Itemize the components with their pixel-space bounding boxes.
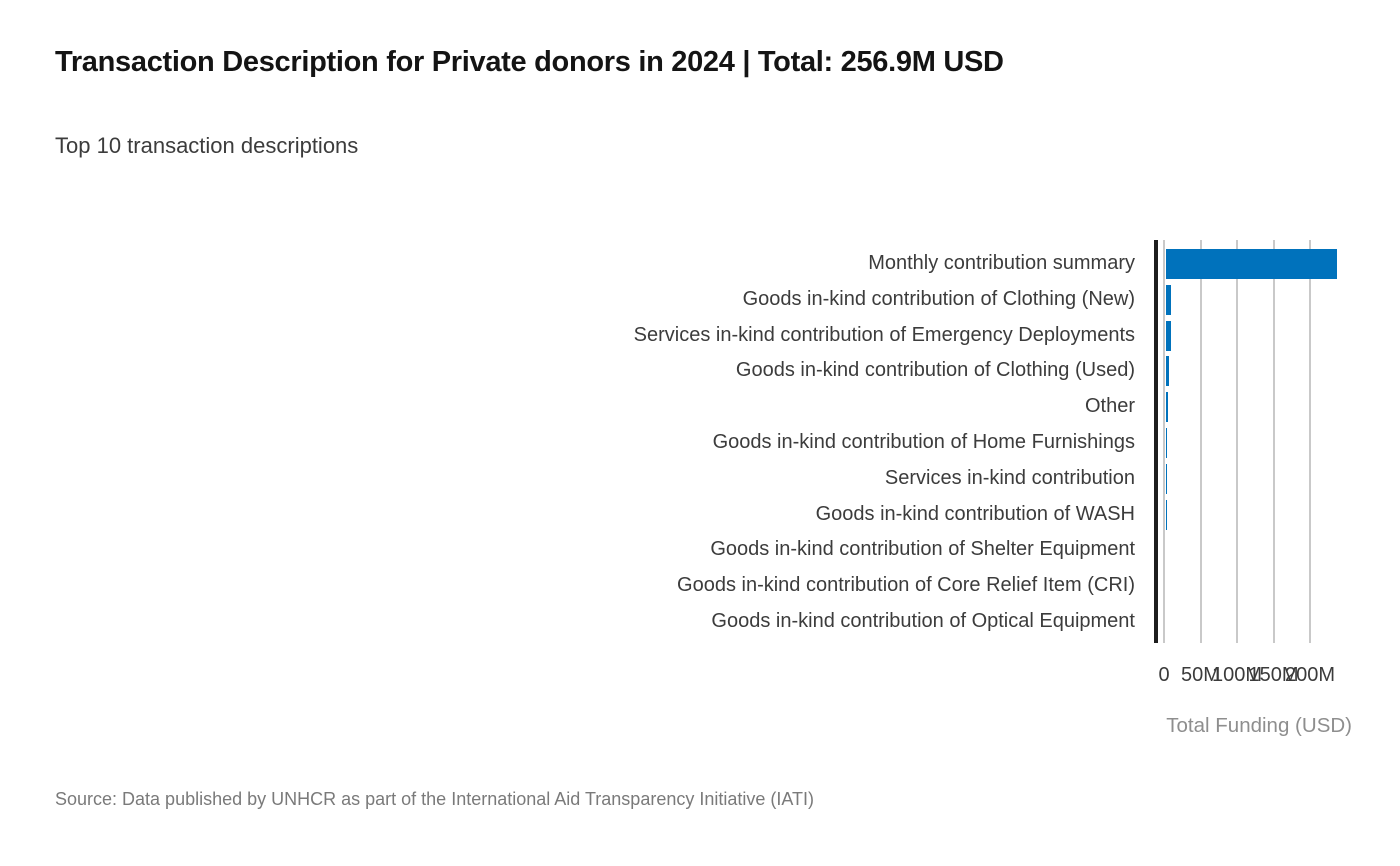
bar [1166, 356, 1169, 386]
x-tick-label: 50M [1181, 664, 1220, 686]
x-axis-title: Total Funding (USD) [1166, 714, 1352, 737]
category-label: Other [1084, 395, 1135, 418]
category-label: Services in-kind contribution [884, 466, 1135, 489]
x-tick-label: 200M [1284, 664, 1336, 686]
page-title: Transaction Description for Private donors in 2024 | Total: 256.9M USD [55, 46, 1004, 78]
category-label: Goods in-kind contribution of WASH [815, 502, 1135, 525]
category-label: Goods in-kind contribution of Shelter Equipment [710, 538, 1135, 561]
bar [1166, 392, 1168, 422]
x-tick-label: 100M [1211, 664, 1263, 686]
chart-rows [0, 246, 1400, 641]
source-note: Source: Data published by UNHCR as part of the International Aid Transparency Initiative (IATI) [55, 789, 815, 809]
x-tick-label: 0 [1158, 664, 1170, 686]
bar [1166, 428, 1167, 458]
category-label: Monthly contribution summary [868, 252, 1135, 274]
x-tick-label: 150M [1248, 664, 1299, 686]
category-label: Goods in-kind contribution of Clothing (New) [742, 287, 1135, 310]
chart-subtitle: Top 10 transaction descriptions [55, 133, 359, 158]
category-label: Goods in-kind contribution of Clothing (Used) [735, 359, 1135, 382]
bar [1166, 321, 1171, 351]
category-label: Goods in-kind contribution of Optical Equipment [711, 610, 1135, 632]
category-label: Goods in-kind contribution of Home Furnishings [712, 431, 1135, 453]
bar [1166, 285, 1171, 315]
bar [1166, 249, 1337, 279]
category-label: Services in-kind contribution of Emergency Deployments [633, 323, 1135, 346]
category-label: Goods in-kind contribution of Core Relief Item (CRI) [677, 574, 1135, 597]
